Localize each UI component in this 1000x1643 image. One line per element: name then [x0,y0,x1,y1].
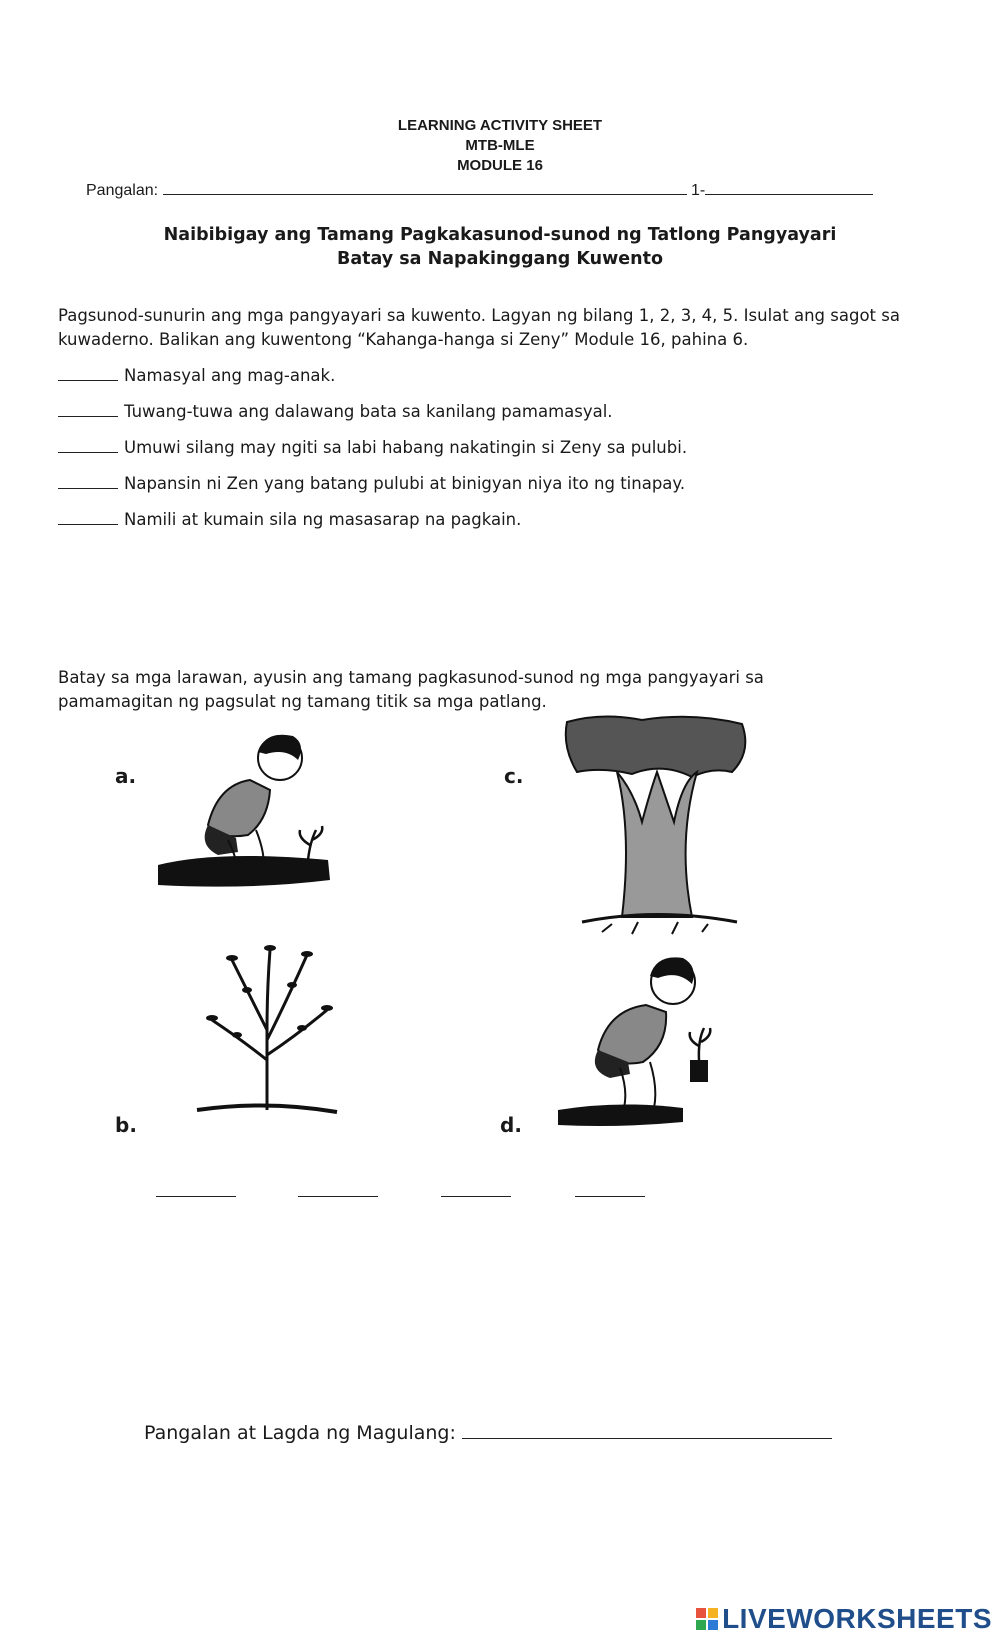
sheet-subject: MTB-MLE [465,137,535,154]
sequence-blank-1[interactable] [156,1178,236,1197]
answer-blank[interactable] [58,508,118,525]
sequence-blank-4[interactable] [575,1178,645,1197]
tree-illustration [562,712,752,952]
liveworksheets-logo [696,1603,992,1635]
list-item [58,400,613,423]
item-text: Umuwi silang may ngiti sa labi habang nakatingin si Zeny sa pulubi. [124,438,688,457]
answer-blank[interactable] [58,472,118,489]
liveworksheets-brand: LIVEWORKSHEETS [722,1603,992,1634]
answer-blank[interactable] [58,436,118,453]
lesson-title-line1: Naibibigay ang Tamang Pagkakasunod-sunod ng Tatlong Pangyayari [163,225,837,245]
instructions-2-line2: pamamagitan ng pagsulat ng tamang titik sa mga patlang. [58,692,547,711]
boy-seedling-illustration [158,730,348,900]
liveworksheets-logo-icon [696,1608,718,1630]
list-item [58,472,685,495]
item-text: Namili at kumain sila ng masasarap na pagkain. [124,510,522,529]
name-row [86,178,873,200]
list-item [58,436,687,459]
instructions-1-line1: Pagsunod-sunurin ang mga pangyayari sa kuwento. Lagyan ng bilang 1, 2, 3, 4, 5. Isulat ang sagot sa [58,306,900,325]
picture-label-d: d. [500,1113,522,1137]
sequence-blank-3[interactable] [441,1178,511,1197]
young-tree-illustration [192,940,342,1120]
sheet-module: MODULE 16 [457,157,543,174]
grade-label: 1- [690,182,706,199]
answer-blank[interactable] [58,400,118,417]
instructions-2-line1: Batay sa mga larawan, ayusin ang tamang pagkasunod-sunod ng mga pangyayari sa [58,668,764,687]
list-item [58,364,335,387]
parent-signature-row [144,1418,832,1444]
name-label: Pangalan: [86,182,159,199]
boy-planting-illustration [558,950,728,1130]
item-text: Tuwang-tuwa ang dalawang bata sa kanilang pamamasyal. [124,402,613,421]
lesson-title-line2: Batay sa Napakinggang Kuwento [336,249,664,269]
parent-signature-blank[interactable] [462,1418,832,1439]
instructions-1-line2: kuwaderno. Balikan ang kuwentong “Kahanga-hanga si Zeny” Module 16, pahina 6. [58,330,749,349]
list-item [58,508,521,531]
parent-signature-label: Pangalan at Lagda ng Magulang: [144,1422,456,1444]
answer-blank[interactable] [58,364,118,381]
name-blank[interactable] [163,178,687,195]
picture-label-b: b. [115,1113,137,1137]
section-blank[interactable] [705,178,873,195]
sheet-title-line1: LEARNING ACTIVITY SHEET [397,117,603,134]
picture-label-a: a. [115,764,137,788]
picture-label-c: c. [504,764,524,788]
sequence-blank-2[interactable] [298,1178,378,1197]
item-text: Napansin ni Zen yang batang pulubi at binigyan niya ito ng tinapay. [124,474,686,493]
item-text: Namasyal ang mag-anak. [124,366,336,385]
